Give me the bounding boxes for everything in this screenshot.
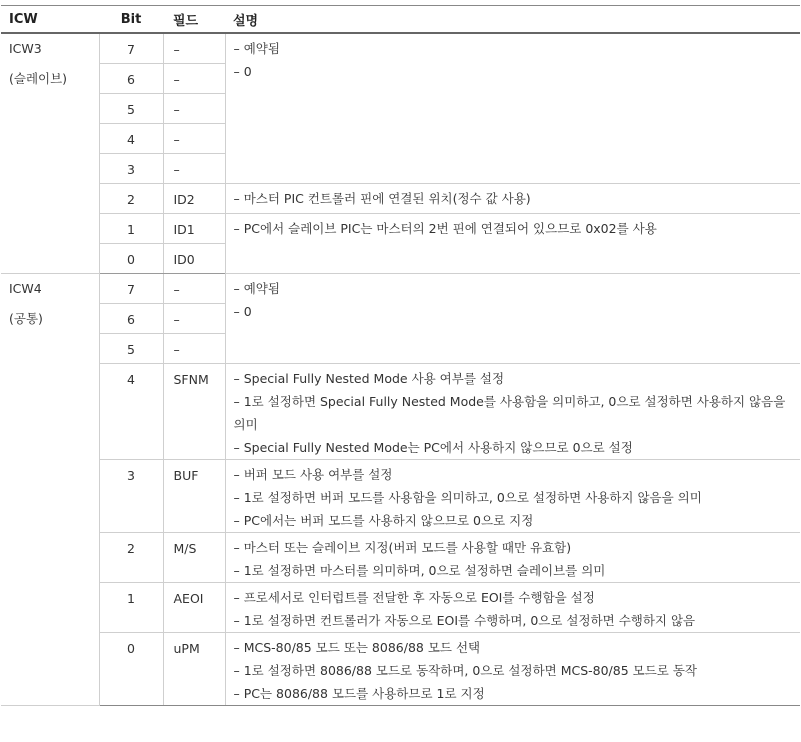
field-cell: – [163,93,225,123]
desc-cell [225,33,800,183]
desc-cell [225,459,800,532]
header-icw: ICW [1,6,99,34]
header-bit: Bit [99,6,163,34]
bit-cell: 2 [99,532,163,582]
icw-name: ICW3 [9,41,42,56]
icw-table [1,5,800,706]
header-row [1,6,800,34]
desc-line: – 마스터 또는 슬레이브 지정(버퍼 모드를 사용할 때만 유효함) [233,539,572,555]
bit-cell: 1 [99,213,163,243]
desc-line: – 1로 설정하면 컨트롤러가 자동으로 EOI를 수행하며, 0으로 설정하면 수행하지 않음 [233,612,696,628]
icw-sub: (공통) [9,310,43,326]
desc-line: – 1로 설정하면 버퍼 모드를 사용함을 의미하고, 0으로 설정하면 사용하지 않음을 의미 [233,489,702,505]
bit-cell: 5 [99,333,163,363]
bit-cell: 7 [99,273,163,303]
field-cell: BUF [163,459,225,532]
desc-cell [225,363,800,459]
desc-cell [225,213,800,273]
desc-line: – 버퍼 모드 사용 여부를 설정 [233,466,393,482]
desc-line: – MCS-80/85 모드 또는 8086/88 모드 선택 [233,639,481,655]
bit-cell: 0 [99,632,163,705]
desc-line: – PC에서는 버퍼 모드를 사용하지 않으므로 0으로 지정 [233,512,534,528]
table-row [1,183,800,213]
desc-line: – 마스터 PIC 컨트롤러 핀에 연결된 위치(정수 값 사용) [233,190,531,206]
desc-line: – 1로 설정하면 Special Fully Nested Mode를 사용함을 의미하고, 0으로 설정하면 사용하지 않음을 [233,393,786,409]
desc-line: – 프로세서로 인터럽트를 전달한 후 자동으로 EOI를 수행함을 설정 [233,589,595,605]
field-cell: – [163,123,225,153]
field-cell: ID1 [163,213,225,243]
header-description: 설명 [225,6,800,34]
table-row [1,632,800,705]
field-cell: AEOI [163,582,225,632]
header-field: 필드 [163,6,225,34]
icw3-cell [1,33,99,273]
bit-cell: 4 [99,363,163,459]
bit-cell: 5 [99,93,163,123]
table-row [1,213,800,243]
desc-line: – Special Fully Nested Mode 사용 여부를 설정 [233,370,505,386]
desc-line: 의미 [233,416,258,432]
table-row [1,459,800,532]
bit-cell: 3 [99,153,163,183]
field-cell: – [163,303,225,333]
icw-sub: (슬레이브) [9,71,68,86]
bit-cell: 4 [99,123,163,153]
desc-line: – 예약됨 [233,280,280,296]
desc-line: – 0 [233,303,252,319]
field-cell: – [163,33,225,63]
field-cell: SFNM [163,363,225,459]
bit-cell: 7 [99,33,163,63]
table-row [1,273,800,303]
bit-cell: 3 [99,459,163,532]
field-cell: – [163,333,225,363]
desc-line: – Special Fully Nested Mode는 PC에서 사용하지 않으므로 0으로 설정 [233,439,633,455]
desc-cell [225,532,800,582]
field-cell: uPM [163,632,225,705]
bit-cell: 1 [99,582,163,632]
desc-line: – PC는 8086/88 모드를 사용하므로 1로 지정 [233,685,485,701]
field-cell: ID2 [163,183,225,213]
desc-line: – 1로 설정하면 8086/88 모드로 동작하며, 0으로 설정하면 MCS-80/85 모드로 동작 [233,662,697,678]
desc-cell [225,183,800,213]
field-cell: – [163,273,225,303]
desc-cell [225,582,800,632]
field-cell: M/S [163,532,225,582]
bit-cell: 2 [99,183,163,213]
table-row [1,532,800,582]
table-row [1,363,800,459]
table-row [1,33,800,63]
desc-line: – 0 [233,64,252,79]
field-cell: – [163,153,225,183]
desc-cell [225,273,800,363]
bit-cell: 6 [99,303,163,333]
desc-line: – 예약됨 [233,41,280,56]
desc-line: – 1로 설정하면 마스터를 의미하며, 0으로 설정하면 슬레이브를 의미 [233,562,606,578]
desc-line: – PC에서 슬레이브 PIC는 마스터의 2번 핀에 연결되어 있으므로 0x02를 사용 [233,220,657,236]
bit-cell: 6 [99,63,163,93]
icw-name: ICW4 [9,280,42,296]
table-row [1,582,800,632]
field-cell: – [163,63,225,93]
field-cell: ID0 [163,243,225,273]
bit-cell: 0 [99,243,163,273]
desc-cell [225,632,800,705]
icw4-cell [1,273,99,705]
